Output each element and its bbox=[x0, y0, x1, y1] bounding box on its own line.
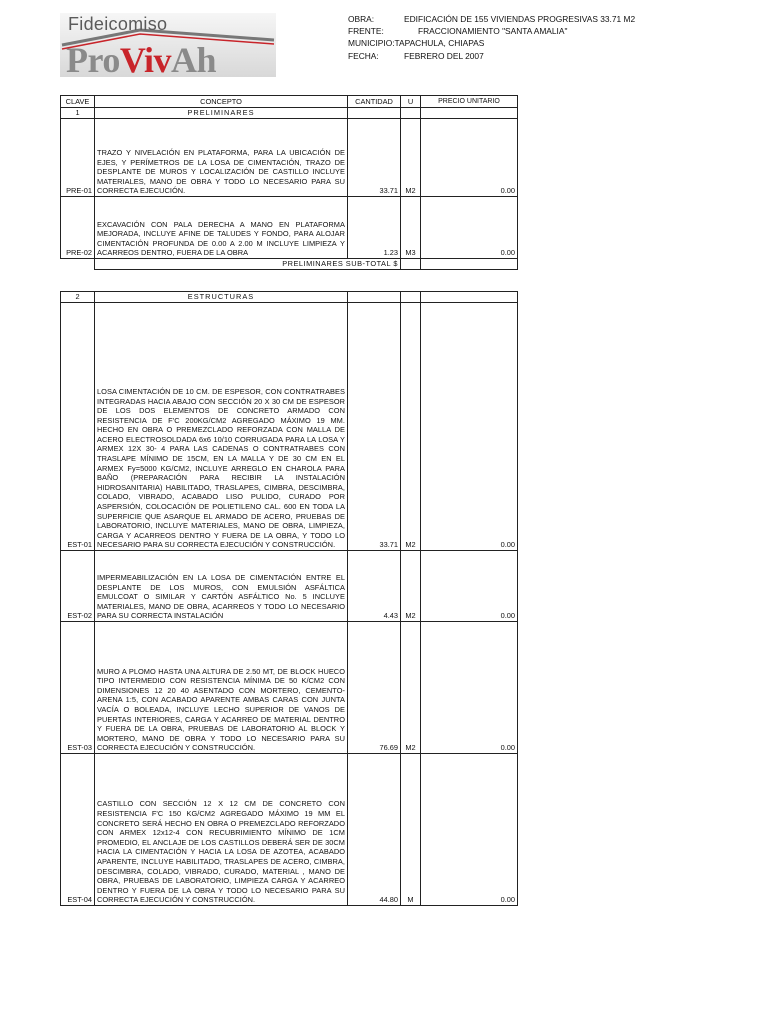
section-title: ESTRUCTURAS bbox=[95, 292, 348, 303]
item-unidad: M3 bbox=[401, 197, 421, 259]
col-unidad: U bbox=[401, 96, 421, 108]
item-concepto: LOSA CIMENTACIÓN DE 10 CM. DE ESPESOR, CON CONTRATRABES INTEGRADAS HACIA ABAJO CON SECCIÓN 20 X 30 CM DE ESPESOR DE LOS DOS ELEMENTOS DE CONCRETO ARMADO CON RESISTENCIA DE F'C 200KG/CM2 AGREGADO MÁXIMO 19 MM. HECHO EN OBRA O PREMEZCLADO REFORZADA CON MALLA DE ACERO ELECTROSOLDADA 6x6 10/10 CORRUGADA PARA LA LOSA Y ARMEX 12X 30- 4 PARA LAS CADENAS O CONTRATRABES CON TRASLAPE MÍNIMO DE 15CM, EN LA MALLA Y DE 30 CM EN EL ARMEX Fy=5000 KG/CM2, INCLUYE ARREGLO EN CHAROLA PARA BAÑO (PREPARACIÓN PARA RECIBIR LA INSTALACIÓN HIDROSANITARIA) HABILITADO, TRASLAPES, CIMBRA, DESCIMBRA, COLADO, VIBRADO, ACABADO LISO PULIDO, CURADO POR ASPERSIÓN, COLOCACIÓN DE POLIETILENO CAL. 600 EN TODA LA SUPERFICIE QUE ASARQUE EL ARMADO DE ACERO, PRUEBAS DE LABORATORIO, INCLUYE MATERIALES, MANO DE OBRA, LIMPIEZA, CARGA Y ACARREOS DENTRO Y FUERA DE LA OBRA, Y TODO LO NECESARIO PARA SU CORRECTA EJECUCIÓN Y CONSTRUCCIÓN. bbox=[95, 303, 348, 551]
item-clave: EST-04 bbox=[61, 754, 95, 906]
item-clave: PRE-02 bbox=[61, 197, 95, 259]
obra-value: EDIFICACIÓN DE 155 VIVIENDAS PROGRESIVAS 33.71 M2 bbox=[404, 14, 636, 24]
frente-row bbox=[348, 25, 635, 37]
item-concepto: IMPERMEABILIZACIÓN EN LA LOSA DE CIMENTACIÓN ENTRE EL DESPLANTE DE LOS MUROS, CON EMULSIÓN ASFÁLTICA EMULCOAT O SIMILAR Y CARTÓN ASFÁLTICO No. 5 INCLUYE MATERIALES, MANO DE OBRA, ACARREOS Y TODO LO NECESARIO PARA SU CORRECTA INSTALACIÓN bbox=[95, 551, 348, 622]
table-header-row bbox=[61, 96, 518, 108]
section-row bbox=[61, 292, 518, 303]
item-unidad: M bbox=[401, 754, 421, 906]
item-unidad: M2 bbox=[401, 303, 421, 551]
subtotal-row bbox=[61, 259, 518, 270]
municipio-row bbox=[348, 37, 635, 49]
table-row bbox=[61, 622, 518, 754]
section-title: PRELIMINARES bbox=[95, 108, 348, 119]
table-row bbox=[61, 754, 518, 906]
item-clave: EST-01 bbox=[61, 303, 95, 551]
obra-label: OBRA: bbox=[348, 14, 375, 24]
item-precio: 0.00 bbox=[421, 622, 518, 754]
fecha-row bbox=[348, 50, 635, 62]
budget-table-estructuras bbox=[60, 291, 518, 906]
item-concepto: TRAZO Y NIVELACIÓN EN PLATAFORMA, PARA LA UBICACIÓN DE EJES, Y PERÍMETROS DE LA LOSA DE CIMENTACIÓN, TRAZO DE DESPLANTE DE MUROS Y LOCALIZACIÓN DE CASTILLO INCLUYE MATERIALES, MANO DE OBRA Y TODO LO NECESARIO PARA SU CORRECTA EJECUCIÓN. bbox=[95, 119, 348, 197]
logo-top-text: Fideicomiso bbox=[68, 14, 168, 34]
table-row bbox=[61, 303, 518, 551]
item-cantidad: 76.69 bbox=[348, 622, 401, 754]
municipio-label: MUNICIPIO: bbox=[348, 38, 395, 49]
item-concepto: MURO A PLOMO HASTA UNA ALTURA DE 2.50 MT, DE BLOCK HUECO TIPO INTERMEDIO CON RESISTENCIA MÍNIMA DE 50 K/CM2 CON DIMENSIONES 12 20 40 ASENTADO CON MORTERO, CEMENTO-ARENA 1:5, CON ACABADO APARENTE AMBAS CARAS CON JUNTA VACÍA O BOLEADA, INCLUYE LECHO SUPERIOR DE VANOS DE PUERTAS INTERIORES, CARGA Y ACARREO DE MATERIAL DENTRO Y FUERA DE LA OBRA, PRUEBAS DE LABORATORIO AL BLOCK Y MORTERO, MANO DE OBRA Y TODO LO NECESARIO PARA SU CORRECTA EJECUCIÓN Y CONSTRUCCIÓN. bbox=[95, 622, 348, 754]
frente-value: FRACCIONAMIENTO "SANTA AMALIA" bbox=[418, 26, 568, 37]
provivah-logo bbox=[60, 13, 276, 77]
item-unidad: M2 bbox=[401, 551, 421, 622]
item-precio: 0.00 bbox=[421, 754, 518, 906]
item-cantidad: 33.71 bbox=[348, 119, 401, 197]
table-row bbox=[61, 551, 518, 622]
item-precio: 0.00 bbox=[421, 197, 518, 259]
item-cantidad: 44.80 bbox=[348, 754, 401, 906]
item-cantidad: 1.23 bbox=[348, 197, 401, 259]
logo-word-a: Pro bbox=[66, 40, 120, 77]
budget-table-preliminares bbox=[60, 95, 518, 270]
frente-label: FRENTE: bbox=[348, 26, 384, 37]
fecha-value: FEBRERO DEL 2007 bbox=[404, 50, 484, 61]
project-info bbox=[348, 13, 635, 62]
fecha-label: FECHA: bbox=[348, 50, 379, 61]
item-clave: EST-03 bbox=[61, 622, 95, 754]
col-precio-unitario: PRECIO UNITARIO bbox=[421, 96, 518, 108]
logo-wordmark bbox=[66, 39, 216, 77]
col-cantidad: CANTIDAD bbox=[348, 96, 401, 108]
item-clave: EST-02 bbox=[61, 551, 95, 622]
item-concepto: EXCAVACIÓN CON PALA DERECHA A MANO EN PLATAFORMA MEJORADA, INCLUYE AFINE DE TALUDES Y FONDO, PARA ALOJAR CIMENTACIÓN PROFUNDA DE 0.00 A 2.00 M INCLUYE LIMPIEZA Y ACARREOS DENTRO, FUERA DE LA OBRA bbox=[95, 197, 348, 259]
logo-word-b: Viv bbox=[119, 40, 171, 77]
item-precio: 0.00 bbox=[421, 551, 518, 622]
item-concepto: CASTILLO CON SECCIÓN 12 X 12 CM DE CONCRETO CON RESISTENCIA F'C 150 KG/CM2 AGREGADO MÁXIMO 19 MM EL CONCRETO SERÁ HECHO EN OBRA O PREMEZCLADO REFORZADO CON ARMEX 12x12-4 CON RECUBRIMIENTO MÍNIMO DE 1CM PROMEDIO, EL ANCLAJE DE LOS CASTILLOS DEBERÁ SER DE 30CM HACIA LA CIMENTACIÓN Y HACIA LA LOSA DE AZOTEA, ACABADO APARENTE, INCLUYE HABILITADO, TRASLAPES DE ACERO, CIMBRA, DESCIMBRA, COLADO, VIBRADO, CURADO, MATERIAL , MANO DE OBRA, PRUEBAS DE LABORATORIO, LIMPIEZA CARGA Y ACARREO DENTRO Y FUERA DE LA OBRA Y TODO LO NECESARIO PARA SU CORRECTA EJECUCIÓN Y CONSTRUCCIÓN. bbox=[95, 754, 348, 906]
item-clave: PRE-01 bbox=[61, 119, 95, 197]
item-unidad: M2 bbox=[401, 119, 421, 197]
item-unidad: M2 bbox=[401, 622, 421, 754]
col-clave: CLAVE bbox=[61, 96, 95, 108]
municipio-value: TAPACHULA, CHIAPAS bbox=[394, 38, 485, 49]
item-precio: 0.00 bbox=[421, 303, 518, 551]
section-number: 1 bbox=[61, 108, 95, 119]
col-concepto: CONCEPTO bbox=[95, 96, 348, 108]
item-precio: 0.00 bbox=[421, 119, 518, 197]
table-row bbox=[61, 197, 518, 259]
item-cantidad: 33.71 bbox=[348, 303, 401, 551]
section-row bbox=[61, 108, 518, 119]
subtotal-value bbox=[421, 259, 518, 270]
section-number: 2 bbox=[61, 292, 95, 303]
logo-word-c: Ah bbox=[171, 40, 217, 77]
subtotal-label: PRELIMINARES SUB-TOTAL $ bbox=[95, 259, 401, 270]
item-cantidad: 4.43 bbox=[348, 551, 401, 622]
table-row bbox=[61, 119, 518, 197]
obra-row bbox=[348, 13, 635, 25]
